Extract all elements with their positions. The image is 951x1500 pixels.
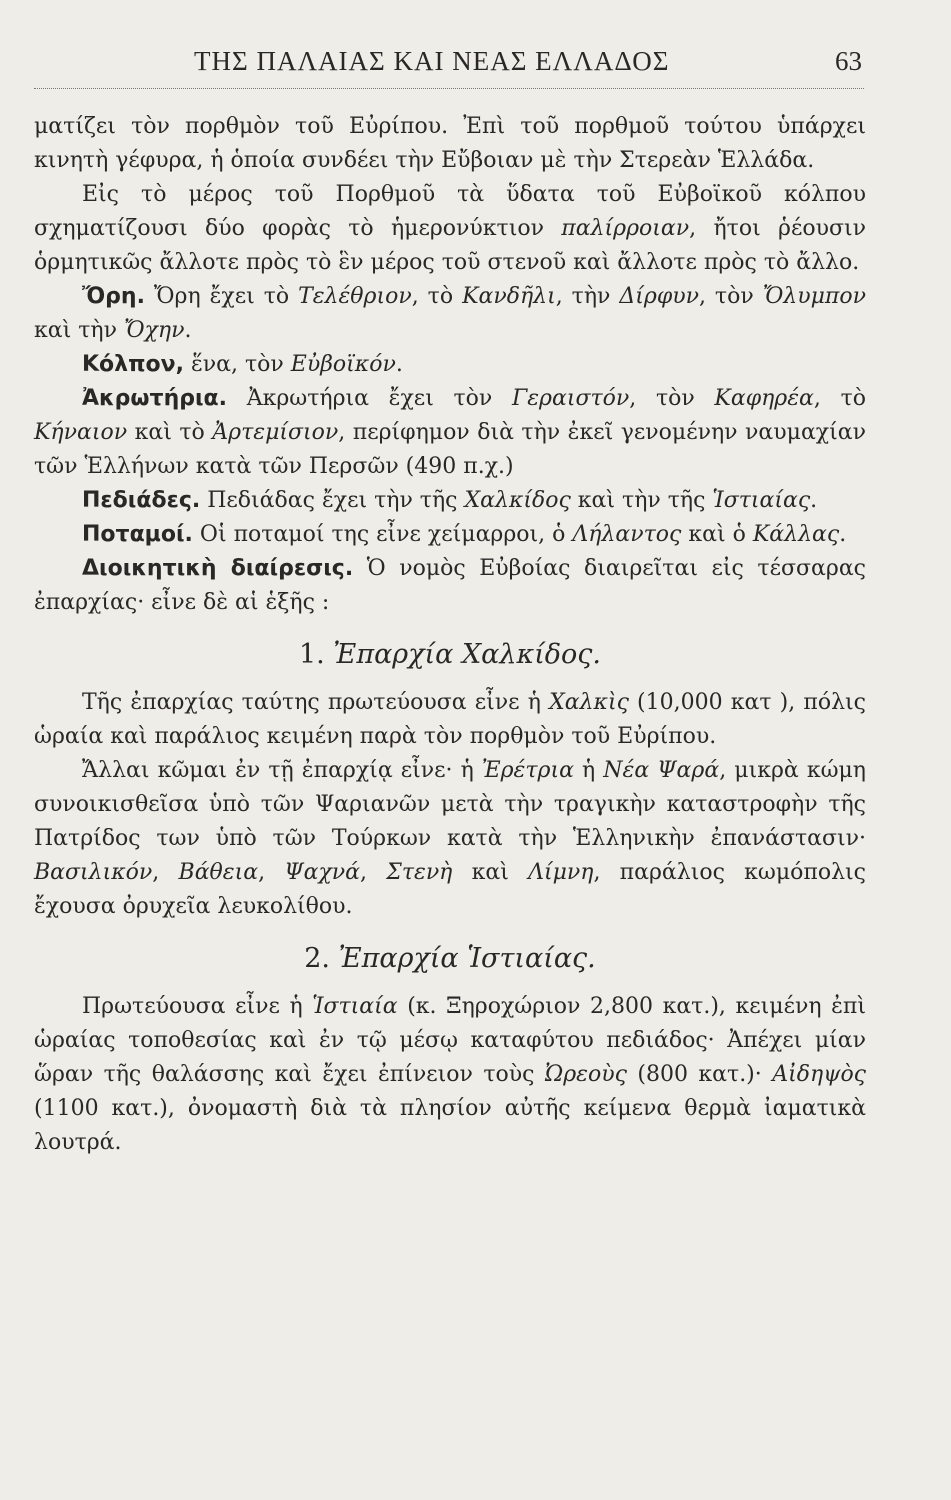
paragraph-chalkis-capital [34, 686, 866, 754]
heading-capes: Ἀκρωτήρια. [82, 386, 228, 411]
text-run: , τὸ [411, 284, 463, 309]
page-body [34, 110, 866, 1160]
italic-term: Βασιλικόν [34, 860, 153, 885]
italic-term: Δίρφυν [619, 284, 699, 309]
italic-term: Καφηρέα [714, 386, 814, 411]
text-run: Ἄλλαι κῶμαι ἐν τῇ ἐπαρχίᾳ εἶνε· ἡ [82, 758, 482, 783]
text-run: Οἱ ποταμοί της εἶνε χείμαρροι, ὁ [192, 522, 573, 547]
italic-term: Στενὴ [386, 860, 453, 885]
running-title: ΤΗΣ ΠΑΛΑΙΑΣ ΚΑΙ ΝΕΑΣ ΕΛΛΑΔΟΣ [194, 46, 670, 76]
paragraph-gulfs [34, 348, 866, 382]
italic-term: Ἱστιαίας [712, 488, 811, 513]
italic-term: Κάλλας [752, 522, 840, 547]
italic-term: Ὠρεοὺς [544, 1062, 627, 1087]
italic-term: Λίμνη [528, 860, 594, 885]
paragraph-chalkis-villages [34, 754, 866, 924]
text-run: , τὸ [813, 386, 866, 411]
text-run: Ὄρη ἔχει τὸ [144, 284, 299, 309]
text-run: 1. [298, 639, 334, 670]
section-heading-chalkis [34, 638, 866, 672]
text-run: καὶ τὴν τῆς [570, 488, 713, 513]
text-run: (1100 κατ.), ὀνομαστὴ διὰ τὰ πλησίον αὐτῆς κείμενα θερμὰ ἰαματικὰ λουτρά. [34, 1096, 866, 1155]
text-run: Πρωτεύουσα εἶνε ἡ [82, 994, 313, 1019]
text-run: ἕνα, τὸν [183, 352, 291, 377]
text-run: , [152, 860, 179, 885]
page-header [34, 46, 864, 89]
heading-gulfs: Κόλπον, [82, 352, 184, 377]
text-run: . [839, 522, 847, 547]
text-run: . [184, 318, 192, 343]
italic-term: Ὄχην [123, 318, 185, 343]
italic-term: Ἐπαρχία Ἱστιαίας. [338, 943, 596, 974]
italic-term: Γεραιστόν [511, 386, 630, 411]
section-heading-istiaia [34, 942, 866, 976]
italic-term: παλίρροιαν [561, 216, 690, 241]
italic-term: Χαλκὶς [549, 690, 629, 715]
text-run: Τῆς ἐπαρχίας ταύτης πρωτεύουσα εἶνε ἡ [82, 690, 550, 715]
italic-term: Χαλκίδος [464, 488, 571, 513]
italic-term: Νέα Ψαρά [603, 758, 720, 783]
text-run: , παράλιος κωμόπολις ἔχουσα ὀρυχεῖα λευκολίθου. [34, 860, 866, 919]
paragraph-istiaia-capital [34, 990, 866, 1160]
italic-term: Εὐβοϊκόν [290, 352, 396, 377]
paragraph-administrative [34, 552, 866, 620]
text-run: Ὁ νομὸς Εὐβοίας διαιρεῖται εἰς τέσσαρας ἐπαρχίας· εἶνε δὲ αἱ ἑξῆς : [34, 556, 866, 615]
italic-term: Ἱστιαία [312, 994, 398, 1019]
heading-mountains: Ὄρη. [82, 284, 145, 309]
text-run: (800 κατ.)· [626, 1062, 773, 1087]
text-run: καὶ [452, 860, 529, 885]
paragraph-euripus [34, 110, 866, 178]
italic-term: Ἐρέτρια [481, 758, 574, 783]
text-run: . [395, 352, 403, 377]
heading-administrative: Διοικητικὴ διαίρεσις. [82, 556, 354, 581]
italic-term: Τελέθριον [298, 284, 412, 309]
heading-plains: Πεδιάδες. [82, 488, 201, 513]
text-run: καὶ τὴν [34, 318, 124, 343]
text-run: Εἰς τὸ μέρος τοῦ Πορθμοῦ τὰ ὕδατα τοῦ Εὐβοϊκοῦ κόλπου σχηματίζουσι δύο φορὰς τὸ ἡμερονύκτιον [34, 182, 866, 241]
text-run: , [258, 860, 285, 885]
italic-term: Ἀρτεμίσιον [212, 420, 339, 445]
paragraph-tides [34, 178, 866, 280]
text-run: , τὴν [555, 284, 620, 309]
paragraph-rivers [34, 518, 866, 552]
italic-term: Ὄλυμπον [762, 284, 866, 309]
text-run: Πεδιάδας ἔχει τὴν τῆς [200, 488, 465, 513]
text-run: , τὸν [698, 284, 763, 309]
italic-term: Ἐπαρχία Χαλκίδος. [333, 639, 602, 670]
text-run: καὶ ὁ [681, 522, 753, 547]
text-run: , τὸν [629, 386, 715, 411]
text-run: . [810, 488, 818, 513]
heading-rivers: Ποταμοί. [82, 522, 193, 547]
page-number: 63 [835, 46, 862, 76]
paragraph-plains [34, 484, 866, 518]
text-run: καὶ τὸ [127, 420, 213, 445]
text-run: ματίζει τὸν πορθμὸν τοῦ Εὐρίπου. Ἐπὶ τοῦ πορθμοῦ τούτου ὑπάρχει κινητὴ γέφυρα, ἡ ὁποία συνδέει τὴν Εὔβοιαν μὲ τὴν Στερεὰν Ἑλλάδα. [34, 114, 866, 173]
italic-term: Κανδῆλι [462, 284, 556, 309]
text-run: , περίφημον διὰ τὴν ἐκεῖ γενομένην ναυμαχίαν τῶν Ἑλλήνων κατὰ τῶν Περσῶν (490 π.χ.) [34, 420, 866, 479]
paragraph-capes [34, 382, 866, 484]
text-run: , μικρὰ κώμη συνοικισθεῖσα ὑπὸ τῶν Ψαριανῶν μετὰ τὴν τραγικὴν καταστροφὴν τῆς Πατρίδος των ὑπὸ τῶν Τούρκων κατὰ τὴν Ἑλληνικὴν ἐπανάστασιν· [34, 758, 866, 851]
text-run: , [360, 860, 387, 885]
italic-term: Βάθεια [178, 860, 259, 885]
text-run: 2. [304, 943, 339, 974]
text-run: ἡ [573, 758, 604, 783]
italic-term: Αἰδηψὸς [772, 1062, 867, 1087]
paragraph-mountains [34, 280, 866, 348]
text-run: (10,000 κατ ), πόλις ὡραία καὶ παράλιος κειμένη παρὰ τὸν πορθμὸν τοῦ Εὐρίπου. [34, 690, 866, 749]
italic-term: Κήναιον [34, 420, 128, 445]
italic-term: Λήλαντος [572, 522, 682, 547]
text-run: , ἤτοι ῥέουσιν ὁρμητικῶς ἄλλοτε πρὸς τὸ ἓν μέρος τοῦ στενοῦ καὶ ἄλλοτε πρὸς τὸ ἄλλο. [34, 216, 866, 275]
text-run: Ἀκρωτήρια ἔχει τὸν [227, 386, 512, 411]
text-run: (κ. Ξηροχώριον 2,800 κατ.), κειμένη ἐπὶ ὡραίας τοποθεσίας καὶ ἐν τῷ μέσῳ καταφύτου πεδιάδος· Ἀπέχει μίαν ὥραν τῆς θαλάσσης καὶ ἔχει ἐπίνειον τοὺς [34, 994, 866, 1087]
italic-term: Ψαχνά [284, 860, 361, 885]
